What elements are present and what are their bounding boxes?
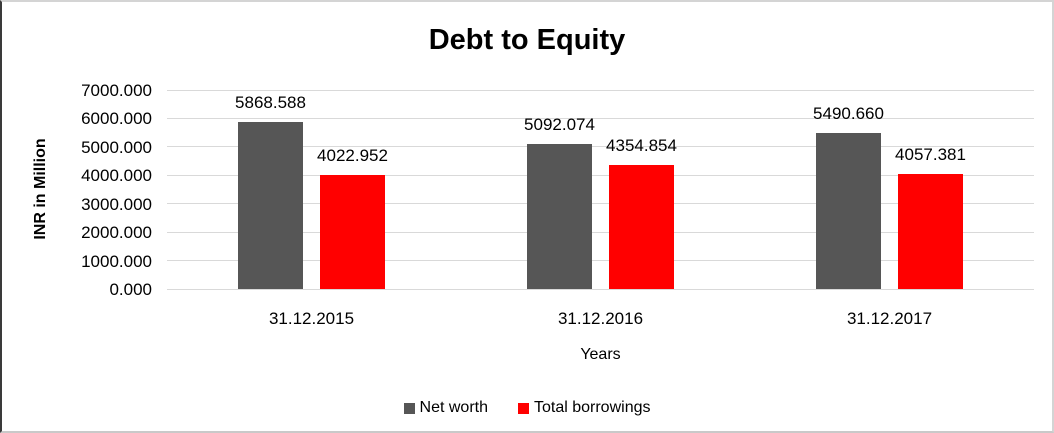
chart-title: Debt to Equity — [428, 24, 626, 56]
x-tick-label: 31.12.2016 — [557, 309, 644, 328]
bar-value-label: 4022.952 — [317, 145, 388, 165]
legend — [2, 399, 1052, 417]
y-tick-label: 1000.000 — [81, 251, 152, 271]
y-tick-label: 2000.000 — [81, 223, 152, 243]
bar-total-borrowings — [320, 175, 385, 289]
bar-value-label: 4354.854 — [606, 136, 677, 156]
y-tick-label: 6000.000 — [81, 109, 152, 129]
y-tick-label: 4000.000 — [81, 166, 152, 186]
bar-net-worth — [527, 144, 592, 289]
x-tick-label: 31.12.2015 — [268, 309, 355, 328]
bar-total-borrowings — [609, 165, 674, 289]
legend-label: Net worth — [419, 399, 488, 416]
y-tick-label: 5000.000 — [81, 137, 152, 157]
y-tick-label: 3000.000 — [81, 194, 152, 214]
plot-area — [167, 90, 1034, 289]
bar-value-label: 5092.074 — [524, 115, 595, 135]
bar-value-label: 5490.660 — [813, 103, 884, 123]
x-tick-label: 31.12.2017 — [846, 309, 933, 328]
y-tick-label: 7000.000 — [81, 81, 152, 100]
bar-total-borrowings — [898, 174, 963, 289]
legend-label: Total borrowings — [533, 399, 651, 416]
bar-value-label: 4057.381 — [895, 144, 966, 164]
gridline — [167, 90, 1034, 91]
legend-item-net-worth — [404, 399, 488, 417]
x-axis-title: Years — [580, 346, 621, 363]
y-tick-label: 0.000 — [109, 280, 152, 299]
y-axis-title: INR in Million — [32, 138, 49, 240]
legend-item-total-borrowings — [518, 399, 651, 417]
bar-value-label: 5868.588 — [235, 93, 306, 113]
legend-swatch-icon — [518, 403, 529, 414]
legend-swatch-icon — [404, 403, 415, 414]
